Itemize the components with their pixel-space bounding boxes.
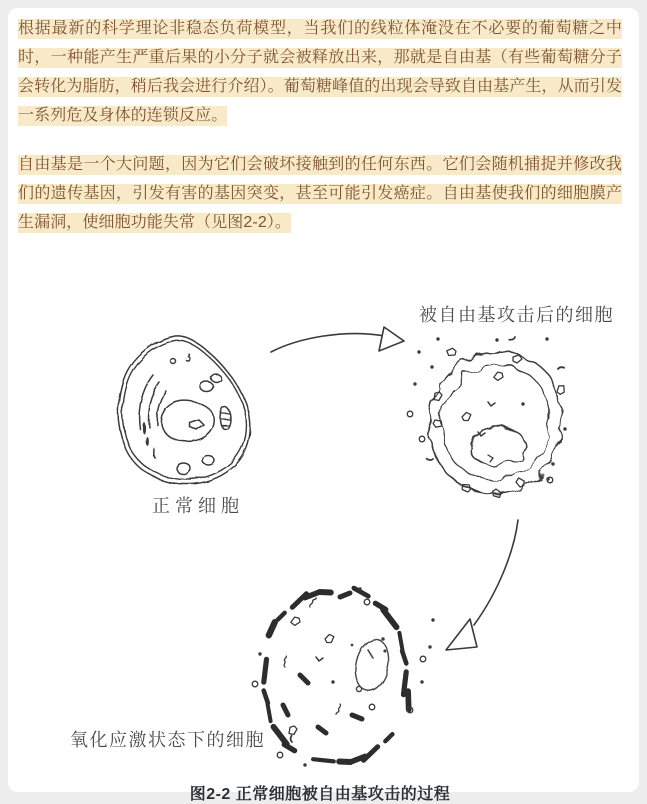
paragraph-2 bbox=[18, 150, 622, 237]
oxidative-cell-label: 氧化应激状态下的细胞 bbox=[70, 730, 265, 750]
arrow-normal-to-attacked bbox=[271, 327, 404, 352]
normal-cell-nucleus bbox=[161, 401, 214, 442]
paragraph-1 bbox=[18, 14, 622, 130]
oxidative-cell-fragment-ring bbox=[264, 588, 409, 762]
page-content bbox=[8, 8, 639, 804]
attacked-cell-outer-membrane bbox=[429, 352, 562, 493]
oxidative-cell-drawing bbox=[351, 636, 393, 694]
normal-cell-outer-membrane bbox=[119, 336, 251, 484]
attacked-cell-inner-membrane bbox=[442, 365, 549, 479]
normal-cell-label: 正常细胞 bbox=[152, 496, 244, 516]
attacked-cell-drawing bbox=[429, 352, 562, 493]
nucleolus bbox=[190, 420, 204, 430]
attacked-cell-label: 被自由基攻击后的细胞 bbox=[419, 305, 614, 325]
attacked-cell-debris bbox=[407, 337, 567, 500]
oxidative-cell-nucleus-remnant bbox=[351, 636, 393, 694]
reader-page bbox=[8, 8, 639, 803]
figure-caption: 图2-2 正常细胞被自由基攻击的过程 bbox=[189, 786, 451, 803]
highlighted-text-1[interactable]: 根据最新的科学理论非稳态负荷模型，当我们的线粒体淹没在不必要的葡萄糖之中时，一种能产生严重后果的小分子就会被释放出来，那就是自由基（有些葡萄糖分子会转化为脂肪，稍后我会进行介绍）。葡萄糖峰值的出现会导致自由基产生，从而引发一系列危及身体的连锁反应。 bbox=[18, 20, 622, 124]
normal-cell-drawing bbox=[119, 336, 251, 484]
figure-illustration bbox=[18, 257, 622, 779]
highlighted-text-2[interactable]: 自由基是一个大问题，因为它们会破坏接触到的任何东西。它们会随机捕捉并修改我们的遗传基因，引发有害的基因突变，甚至可能引发癌症。自由基使我们的细胞膜产生漏洞，使细胞功能失常（见图2-2）。 bbox=[18, 156, 622, 231]
arrow-attacked-to-oxidative bbox=[446, 520, 518, 650]
